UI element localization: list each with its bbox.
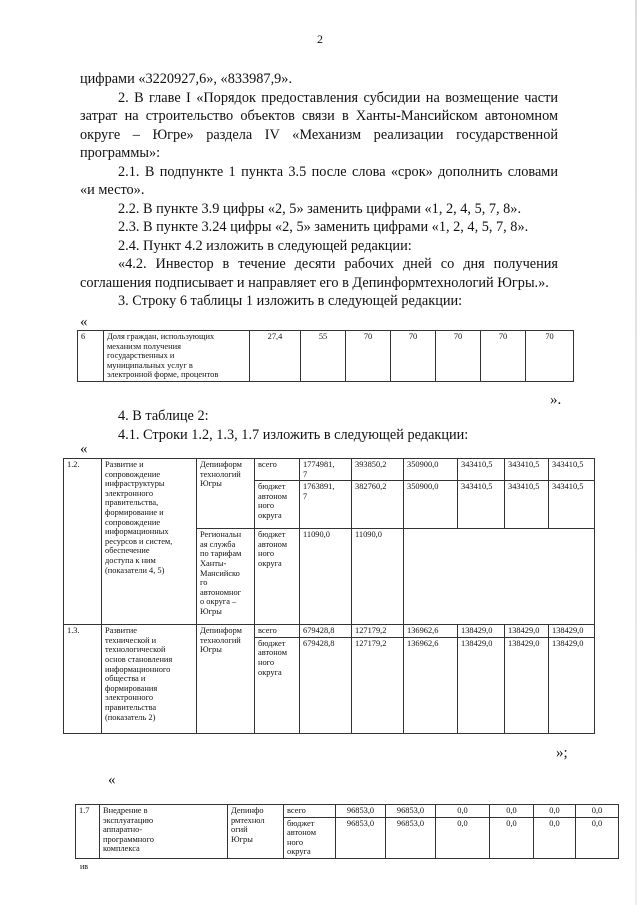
source-line: ного (287, 837, 304, 847)
cell-value: 96853,0 (386, 805, 436, 818)
body-text-mid (80, 407, 558, 444)
paragraph-7: 3. Строку 6 таблицы 1 изложить в следующей редакции: (118, 293, 463, 309)
cell-desc (104, 331, 250, 382)
cell-empty (458, 529, 505, 625)
page-number: 2 (317, 32, 323, 46)
source-line: ного (258, 549, 275, 559)
cell-value: 138429,0 (549, 625, 595, 638)
cell-value: 136962,6 (404, 637, 458, 733)
cell-total: 96853,0 (336, 817, 386, 858)
executor-line: огий (231, 825, 248, 835)
source-line: ного (258, 501, 275, 511)
total-line: 7 (303, 491, 308, 501)
cell-empty (549, 529, 595, 625)
executor-line: технологий (200, 469, 241, 479)
desc-line: электронного (105, 693, 154, 703)
desc-line: основ становления (105, 654, 173, 664)
cell-value: 127179,2 (352, 625, 404, 638)
cell-source (255, 481, 300, 529)
cell-value: 343410,5 (549, 481, 595, 529)
cell-value: 138429,0 (549, 637, 595, 733)
paragraph-1: 2. В главе I «Порядок предоставления субсидии на возмещение части затрат на строительство объектов связи в Ханты-Мансийском автономном округе – Югре» раздела IV «Механизм реализации государственной программы»: (80, 89, 558, 161)
source-line: бюджет (287, 818, 315, 828)
cell-source: всего (255, 459, 300, 481)
cell-value: 138429,0 (458, 637, 505, 733)
cell-num: 1.3. (64, 625, 102, 734)
cell-total (300, 481, 352, 529)
open-quote-table2: « (80, 441, 88, 457)
executor-line: автономног (200, 587, 242, 597)
cell-source (255, 637, 300, 733)
paragraph-6: «4.2. Инвестор в течение десяти рабочих дней со дня получения соглашения подписывает и направляет его в Депинформтехнологий Югры.». (80, 256, 558, 291)
desc-line: сопровождение (105, 469, 161, 479)
source-line: автоном (258, 539, 288, 549)
desc-line: (показатель 2) (105, 712, 156, 722)
cell-value: 350900,0 (404, 481, 458, 529)
desc-line: технологической (105, 645, 166, 655)
source-line: автоном (258, 491, 288, 501)
desc-line: инфраструктуры (105, 479, 165, 489)
table1-row-6 (78, 331, 574, 382)
desc-line: правительства (105, 702, 157, 712)
executor-line: Депинформ (200, 626, 242, 636)
source-line: округа (258, 510, 282, 520)
paragraph-3: 2.2. В пункте 3.9 цифры «2, 5» заменить цифрами «1, 2, 4, 5, 7, 8». (118, 200, 522, 217)
desc-line: электронной форме, процентов (107, 370, 219, 380)
paragraph-0: цифрами «3220927,6», «833987,9». (80, 71, 293, 87)
cell-value: 70 (481, 331, 526, 382)
cell-num: 1.2. (64, 459, 102, 625)
cell-executor (228, 805, 284, 859)
table-1 (77, 330, 574, 382)
cell-value: 138429,0 (505, 625, 549, 638)
cell-value: 11090,0 (352, 529, 404, 625)
cell-num: 6 (78, 331, 104, 382)
desc-line: (показатели 4, 5) (105, 565, 165, 575)
cell-source: всего (284, 805, 336, 818)
cell-total (300, 459, 352, 481)
body-text-top (80, 70, 558, 311)
cell-value: 0,0 (436, 817, 490, 858)
executor-line: по тарифам (200, 549, 242, 559)
cell-value: 70 (391, 331, 436, 382)
cell-empty (505, 529, 549, 625)
desc-line: государственных и (107, 351, 175, 361)
cell-desc (100, 805, 228, 859)
cell-source (284, 817, 336, 858)
executor-line: технологий (200, 635, 241, 645)
cell-value: 0,0 (534, 817, 576, 858)
paragraph-2: 2.1. В подпункте 1 пункта 3.5 после слова «срок» дополнить словами «и место». (80, 163, 558, 198)
cell-total: 679428,8 (300, 625, 352, 638)
desc-line: формирования (105, 683, 158, 693)
source-line: округа (258, 558, 282, 568)
source-line: бюджет (258, 530, 286, 540)
executor-line: Региональн (200, 530, 242, 540)
paragraph-4: 2.3. В пункте 3.24 цифры «2, 5» заменить цифрами «1, 2, 4, 5, 7, 8». (118, 219, 529, 235)
cell-value: 343410,5 (505, 481, 549, 529)
executor-line: Югры (200, 645, 222, 655)
cell-total: 679428,8 (300, 637, 352, 733)
cell-value: 70 (346, 331, 391, 382)
cell-value: 0,0 (436, 805, 490, 818)
cell-value: 0,0 (576, 805, 619, 818)
cell-total: 96853,0 (336, 805, 386, 818)
desc-line: обеспечение (105, 546, 150, 556)
source-line: округа (258, 667, 282, 677)
cell-value: 343410,5 (458, 481, 505, 529)
end-quote-table1: ». (550, 392, 562, 408)
table-3 (75, 804, 619, 859)
cell-value: 343410,5 (505, 459, 549, 481)
desc-line: технической и (105, 635, 157, 645)
cell-value: 138429,0 (505, 637, 549, 733)
cell-value: 96853,0 (386, 817, 436, 858)
desc-line: сопровождение (105, 517, 161, 527)
cell-value: 343410,5 (549, 459, 595, 481)
page-edge-shadow (635, 0, 637, 905)
cell-value: 27,4 (250, 331, 301, 382)
desc-line: общества и (105, 674, 146, 684)
source-line: ного (258, 657, 275, 667)
source-line: округа (287, 847, 311, 857)
executor-line: рмтехнол (231, 815, 265, 825)
desc-line: эксплуатацию (103, 815, 154, 825)
cell-value: 70 (526, 331, 574, 382)
cell-value: 382760,2 (352, 481, 404, 529)
table-row (64, 625, 595, 638)
cell-desc (102, 459, 197, 625)
table-2 (63, 458, 595, 734)
desc-line: ресурсов и систем, (105, 536, 173, 546)
desc-line: формирование и (105, 507, 164, 517)
cell-empty (404, 529, 458, 625)
executor-line: Мансийско (200, 568, 240, 578)
cell-source (255, 529, 300, 625)
paragraph-9: 4.1. Строки 1.2, 1.3, 1.7 изложить в следующей редакции: (118, 426, 469, 443)
cell-total: 11090,0 (300, 529, 352, 625)
desc-line: правительства, (105, 498, 159, 508)
executor-line: Югры (200, 479, 222, 489)
table-row (76, 805, 619, 818)
desc-line: муниципальных услуг в (107, 360, 193, 370)
cell-source: всего (255, 625, 300, 638)
cell-value: 0,0 (490, 805, 534, 818)
cell-value: 55 (301, 331, 346, 382)
source-line: автоном (258, 648, 288, 658)
desc-line: механизм получения (107, 341, 181, 351)
cell-num: 1.7 (76, 805, 100, 859)
cell-executor (197, 625, 255, 734)
cell-value: 0,0 (534, 805, 576, 818)
desc-line: электронного (105, 488, 154, 498)
cell-value: 127179,2 (352, 637, 404, 733)
paragraph-8: 4. В таблице 2: (118, 408, 209, 424)
desc-line: Развитие и (105, 460, 144, 469)
desc-line: комплекса (103, 844, 140, 854)
executor-line: Депинфо (231, 806, 264, 815)
footer-initials: ив (80, 862, 89, 871)
open-quote-table3: « (108, 772, 116, 788)
open-quote-table1: « (80, 314, 88, 330)
source-line: бюджет (258, 638, 286, 648)
source-line: бюджет (258, 482, 286, 492)
desc-line: Доля граждан, использующих (107, 332, 215, 341)
total-line: 1763891, (303, 482, 335, 492)
cell-value: 393850,2 (352, 459, 404, 481)
executor-line: Югры (200, 606, 222, 616)
desc-line: аппаратно- (103, 825, 143, 835)
cell-executor (197, 459, 255, 529)
cell-value: 343410,5 (458, 459, 505, 481)
cell-value: 138429,0 (458, 625, 505, 638)
executor-line: о округа – (200, 597, 237, 607)
cell-value: 0,0 (576, 817, 619, 858)
table-row (64, 459, 595, 481)
desc-line: доступа к ним (105, 555, 156, 565)
cell-desc (102, 625, 197, 734)
cell-value: 70 (436, 331, 481, 382)
total-line: 1774981, (303, 460, 335, 469)
executor-line: Югры (231, 834, 253, 844)
executor-line: го (200, 578, 208, 588)
end-quote-table2: »; (556, 745, 568, 761)
executor-line: Депинформ (200, 460, 242, 469)
cell-value: 136962,6 (404, 625, 458, 638)
desc-line: информационных (105, 527, 169, 537)
cell-value: 0,0 (490, 817, 534, 858)
desc-line: программного (103, 834, 154, 844)
executor-line: ая служба (200, 539, 236, 549)
executor-line: Ханты- (200, 558, 227, 568)
cell-value: 350900,0 (404, 459, 458, 481)
cell-executor (197, 529, 255, 625)
total-line: 7 (303, 469, 308, 479)
desc-line: информационного (105, 664, 171, 674)
desc-line: Развитие (105, 626, 137, 636)
desc-line: Внедрение в (103, 806, 148, 815)
paragraph-5: 2.4. Пункт 4.2 изложить в следующей редакции: (118, 237, 412, 254)
source-line: автоном (287, 828, 317, 838)
